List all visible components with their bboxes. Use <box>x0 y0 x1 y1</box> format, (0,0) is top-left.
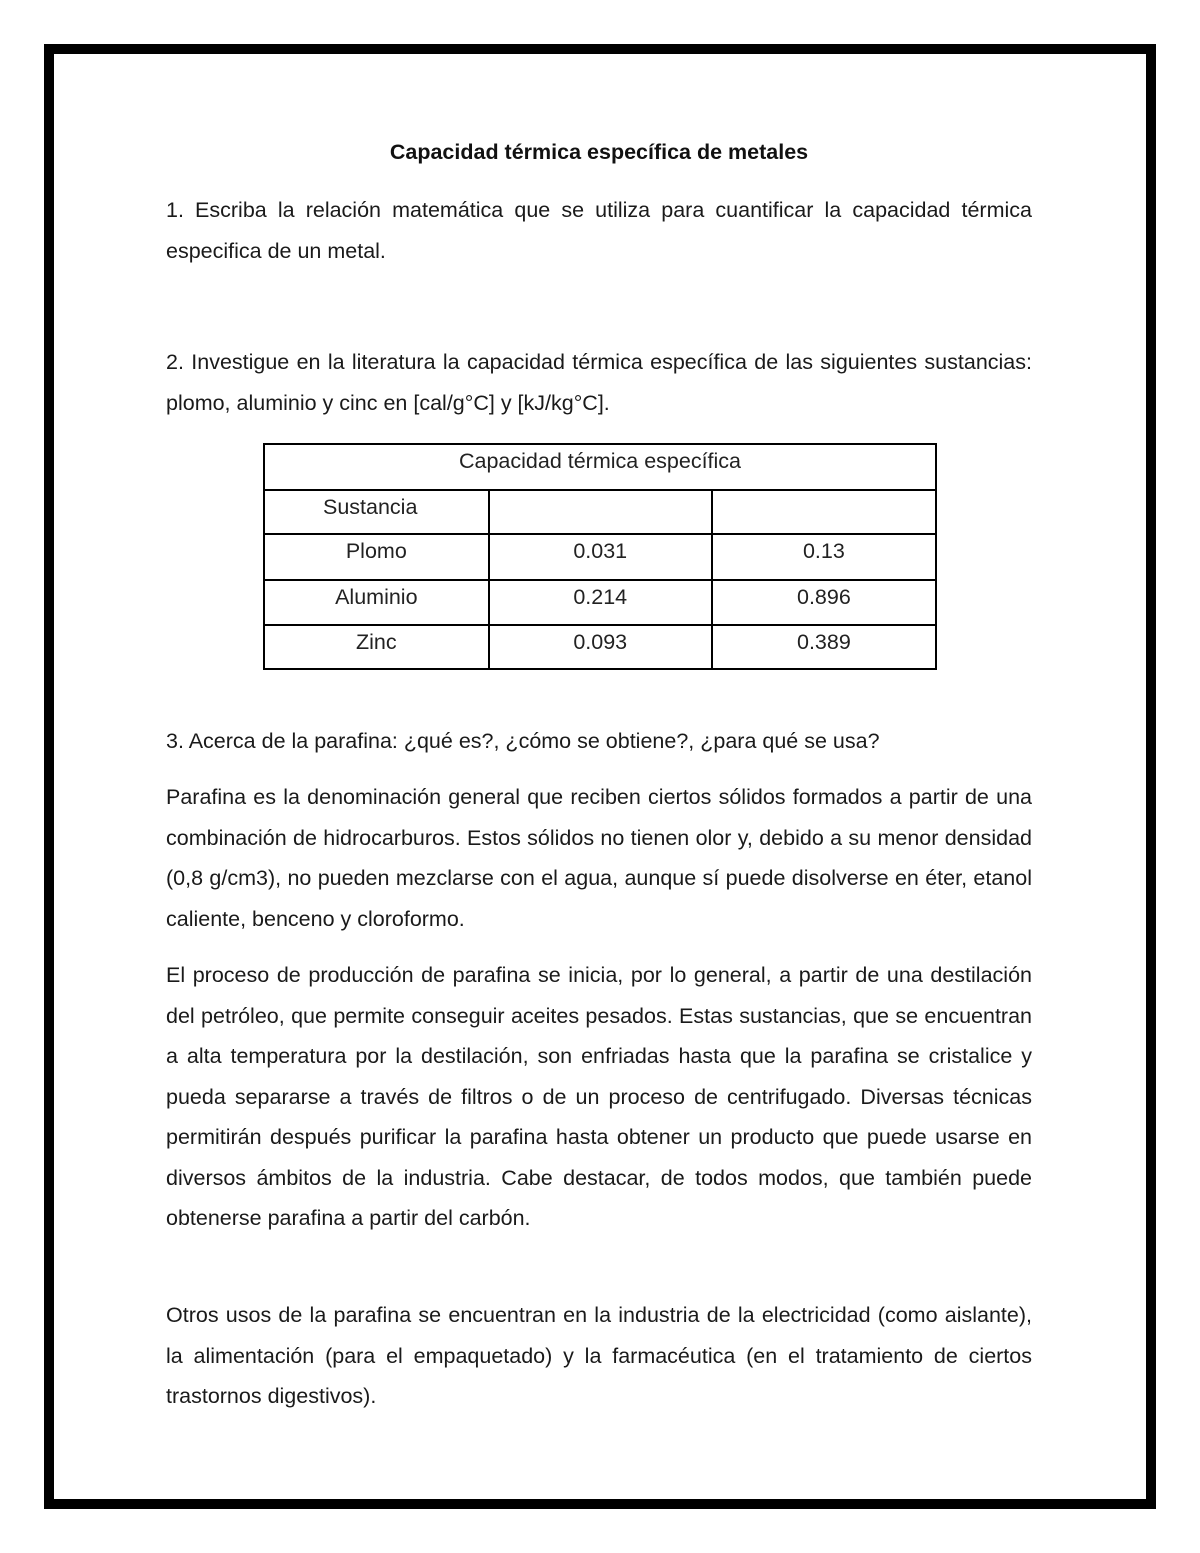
table-row <box>264 490 936 534</box>
paragraph-uses: Otros usos de la parafina se encuentran en la industria de la electricidad (como aislante), la alimentación (para el empaquetado) y la farmacéutica (en el tratamiento de ciertos trastornos digestivos). <box>166 1303 1032 1408</box>
cal-value-cell: 0.093 <box>489 625 712 669</box>
substance-cell: Aluminio <box>264 580 489 625</box>
question-1: 1. Escriba la relación matemática que se utiliza para cuantificar la capacidad térmica especifica de un metal. <box>166 198 1032 263</box>
cal-value-cell: 0.031 <box>489 534 712 580</box>
cal-value-cell: 0.214 <box>489 580 712 625</box>
kj-value-cell: 0.13 <box>712 534 936 580</box>
table-row <box>264 534 936 580</box>
table-row <box>264 625 936 669</box>
paragraph-definition: Parafina es la denominación general que reciben ciertos sólidos formados a partir de una combinación de hidrocarburos. Estos sólidos no tienen olor y, debido a su menor densidad (0,8 g/cm3), no pueden mezclarse con el agua, aunque sí puede disolverse en éter, etanol caliente, benceno y cloroformo. <box>166 785 1032 931</box>
table-row <box>264 580 936 625</box>
substance-cell: Zinc <box>264 625 489 669</box>
kj-value-cell: 0.389 <box>712 625 936 669</box>
table-header: Capacidad térmica específica <box>264 444 936 490</box>
kj-value-cell: 0.896 <box>712 580 936 625</box>
question-2: 2. Investigue en la literatura la capacidad térmica específica de las siguientes sustancias: plomo, aluminio y cinc en [cal/g°C] y [kJ/kg°C]. <box>166 350 1032 415</box>
document-body <box>166 0 1032 1553</box>
substance-cell: Plomo <box>264 534 489 580</box>
specific-heat-table <box>263 443 937 670</box>
column-label-cal <box>489 490 712 534</box>
column-label-kj <box>712 490 936 534</box>
paragraph-production: El proceso de producción de parafina se inicia, por lo general, a partir de una destilación del petróleo, que permite conseguir aceites pesados. Estas sustancias, que se encuentran a alta temperatura por la destilación, son enfriadas hasta que la parafina se cristalice y pueda separarse a través de filtros o de un proceso de centrifugado. Diversas técnicas permitirán después purificar la parafina hasta obtener un producto que puede usarse en diversos ámbitos de la industria. Cabe destacar, de todos modos, que también puede obtenerse parafina a partir del carbón. <box>166 963 1032 1230</box>
column-label-substance: Sustancia <box>264 490 489 534</box>
document-title: Capacidad térmica específica de metales <box>389 140 809 164</box>
question-3: 3. Acerca de la parafina: ¿qué es?, ¿cómo se obtiene?, ¿para qué se usa? <box>166 729 880 753</box>
table-header-row <box>264 444 936 490</box>
